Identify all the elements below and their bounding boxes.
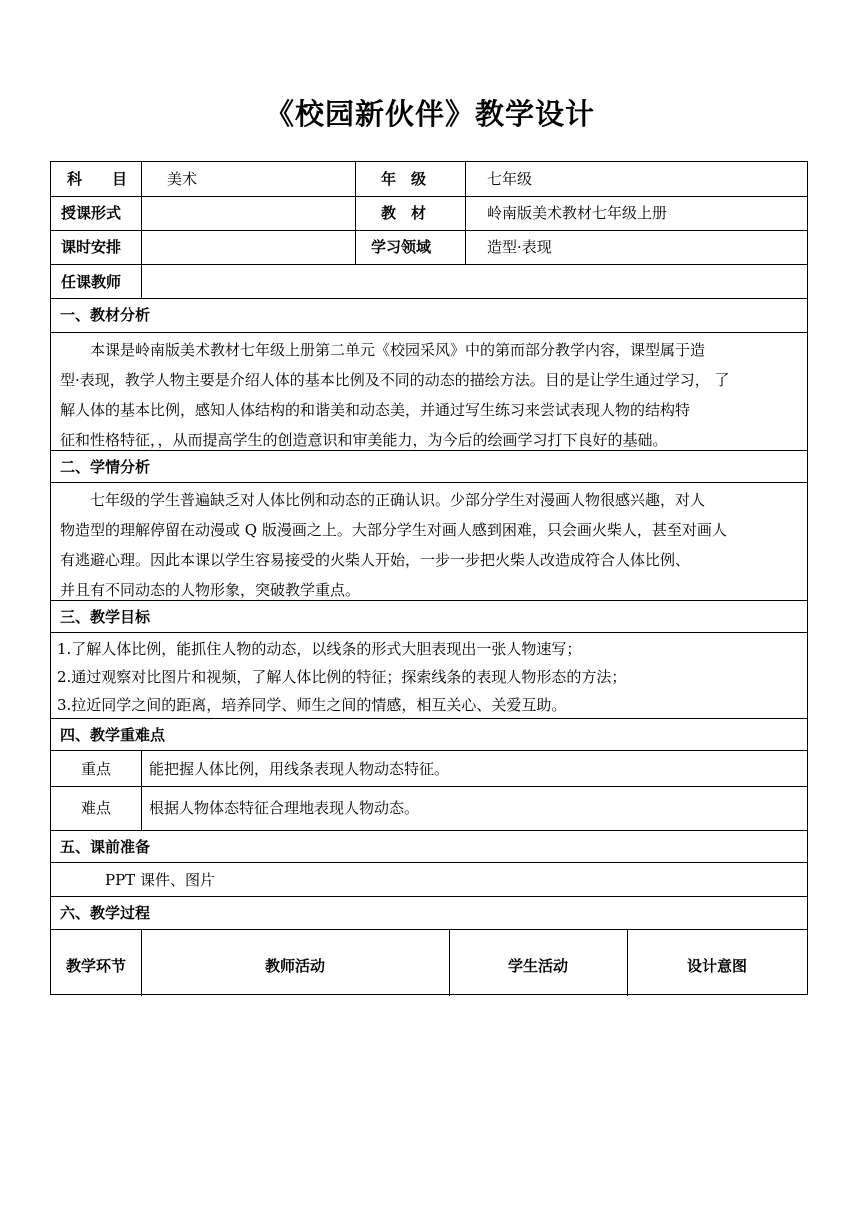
paragraph-line: 本课是岭南版美术教材七年级上册第二单元《校园采风》中的第而部分教学内容，课型属于造 <box>90 341 706 359</box>
key-point-value: 能把握人体比例，用线条表现人物动态特征。 <box>149 760 450 778</box>
section-title-preparation: 五、课前准备 <box>60 838 151 856</box>
process-header-teacher-activity: 教师活动 <box>264 957 325 975</box>
textbook-analysis-paragraph <box>60 335 802 455</box>
process-header-stage: 教学环节 <box>65 957 126 975</box>
paragraph-line: 物造型的理解停留在动漫或 Q 版漫画之上。大部分学生对画人感到困难，只会画火柴人，甚至对画人 <box>60 521 727 539</box>
lesson-plan-table <box>50 161 808 995</box>
goal-item: 3.拉近同学之间的距离，培养同学、师生之间的情感，相互关心、关爱互助。 <box>57 696 567 714</box>
grade-value: 七年级 <box>487 170 533 188</box>
difficult-point-label: 难点 <box>80 799 111 817</box>
column-divider <box>465 162 466 265</box>
row-divider <box>51 332 807 333</box>
subject-label: 科 目 <box>67 170 128 188</box>
paragraph-line: 有逃避心理。因此本课以学生容易接受的火柴人开始，一步一步把火柴人改造成符合人体比例、 <box>60 551 691 569</box>
textbook-value: 岭南版美术教材七年级上册 <box>487 204 668 222</box>
paragraph-line: 解人体的基本比例，感知人体结构的和谐美和动态美，并通过写生练习来尝试表现人物的结构特 <box>60 401 691 419</box>
difficult-point-value: 根据人物体态特征合理地表现人物动态。 <box>149 799 420 817</box>
column-divider <box>355 162 356 265</box>
column-divider <box>141 162 142 299</box>
process-header-student-activity: 学生活动 <box>507 957 568 975</box>
row-divider <box>51 750 807 751</box>
section-title-teaching-process: 六、教学过程 <box>60 904 151 922</box>
process-header-design-intent: 设计意图 <box>686 957 747 975</box>
goal-item: 2.通过观察对比图片和视频，了解人体比例的特征；探索线条的表现人物形态的方法； <box>57 668 627 686</box>
row-divider <box>51 830 807 831</box>
page-title: 《校园新伙伴》教学设计 <box>264 97 595 131</box>
student-analysis-paragraph <box>60 485 802 605</box>
field-value: 造型·表现 <box>487 238 552 256</box>
subject-value: 美术 <box>167 170 198 188</box>
preparation-value: PPT 课件、图片 <box>105 871 215 889</box>
row-divider <box>51 896 807 897</box>
grade-label: 年 级 <box>381 170 427 188</box>
row-divider <box>51 632 807 633</box>
goal-item: 1.了解人体比例，能抓住人物的动态，以线条的形式大胆表现出一张人物速写； <box>57 640 582 658</box>
row-divider <box>51 482 807 483</box>
textbook-label: 教 材 <box>381 204 427 222</box>
teaching-goals-list <box>57 635 799 719</box>
row-divider <box>51 862 807 863</box>
section-title-teaching-goals: 三、教学目标 <box>60 608 151 626</box>
row-divider <box>51 298 807 299</box>
teacher-label: 任课教师 <box>61 273 122 291</box>
column-divider <box>141 751 142 831</box>
section-title-textbook-analysis: 一、教材分析 <box>60 306 151 324</box>
schedule-label: 课时安排 <box>61 238 122 256</box>
paragraph-line: 并且有不同动态的人物形象，突破教学重点。 <box>60 581 361 599</box>
row-divider <box>51 264 807 265</box>
section-title-key-points: 四、教学重难点 <box>60 726 166 744</box>
row-divider <box>51 786 807 787</box>
key-point-label: 重点 <box>80 760 111 778</box>
field-label: 学习领域 <box>371 238 432 256</box>
section-title-student-analysis: 二、学情分析 <box>60 458 151 476</box>
row-divider <box>51 196 807 197</box>
form-label: 授课形式 <box>61 204 122 222</box>
paragraph-line: 征和性格特征，，从而提高学生的创造意识和审美能力，为今后的绘画学习打下良好的基础。 <box>60 431 668 449</box>
paragraph-line: 型·表现，教学人物主要是介绍人体的基本比例及不同的动态的描绘方法。目的是让学生通过学习， 了 <box>60 371 730 389</box>
row-divider <box>51 230 807 231</box>
row-divider <box>51 929 807 930</box>
paragraph-line: 七年级的学生普遍缺乏对人体比例和动态的正确认识。少部分学生对漫画人物很感兴趣，对人 <box>90 491 706 509</box>
